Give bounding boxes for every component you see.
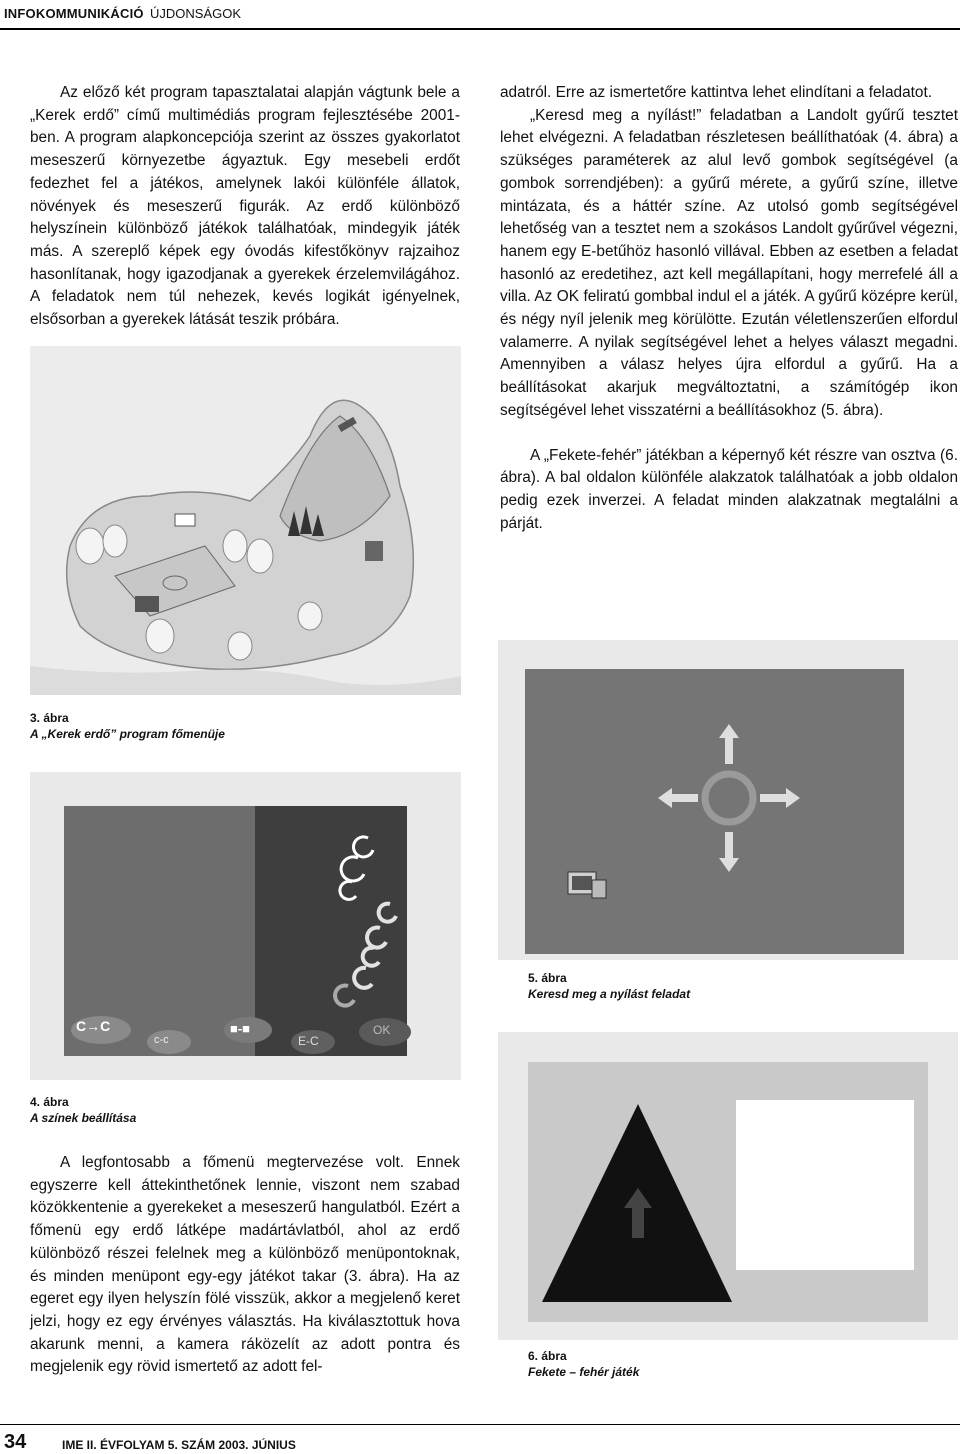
forest-map-illustration (30, 346, 461, 695)
figure-4-caption (30, 1094, 470, 1126)
figure-number: 6. ábra (528, 1349, 567, 1363)
figure-3-forest-menu (30, 346, 461, 695)
figure-6-black-white (498, 1032, 958, 1340)
figure-number: 5. ábra (528, 971, 567, 985)
right-column-top-text (500, 82, 958, 535)
page-number: 34 (4, 1431, 27, 1453)
page-header (0, 0, 960, 30)
figure-5-find-gap (498, 640, 958, 960)
journal-info: IME II. ÉVFOLYAM 5. SZÁM 2003. JÚNIUS (62, 1438, 296, 1452)
ring-size-button[interactable]: C→C (76, 1018, 111, 1034)
figure-title: A színek beállítása (30, 1111, 137, 1125)
figure-title: Keresd meg a nyílást feladat (528, 987, 691, 1001)
figure-title: Fekete – fehér játék (528, 1365, 640, 1379)
figure-title: A „Kerek erdő” program főmenüje (30, 727, 225, 741)
figure-4-color-settings (30, 772, 461, 1080)
header-section-title: INFOKOMMUNIKÁCIÓ (4, 6, 144, 21)
header-subsection-title: ÚJDONSÁGOK (150, 6, 242, 21)
figure-3-caption (30, 710, 470, 742)
figure-5-caption (528, 970, 948, 1002)
paragraph: A „Fekete-fehér” játékban a képernyő két részre van osztva (6. ábra). A bal oldalon különféle alakzatok találhatóak a jobb oldalon pedig ezek inverzei. A feladat minden alakzatnak megtalálni a párját. (500, 446, 958, 532)
pattern-button[interactable]: ■-■ (230, 1021, 251, 1036)
black-white-screen (498, 1032, 958, 1340)
paragraph: Az előző két program tapasztalatai alapján vágtunk bele a „Kerek erdő” című multimédiás program fejlesztésébe 2001-ben. A program alapkoncepciója szerint az összes gyakorlatot meseszerű környezetbe ágyaztuk. Egy mesebeli erdőt fedezhet fel a játékos, amelynek lakói különféle állatok, növények és meseszerű figurák. Az erdő különböző helyszínein különböző játékok találhatóak, mindegyik játék más. A szereplő képek egy óvodás kifestőkönyv rajzaihoz hasonlítanak, hogy igazodjanak a gyerekek érzelemvilágához. A feladatok nem túl nehezek, kevés logikát igényelnek, elsősorban a gyerekek látását teszik próbára. (30, 84, 460, 329)
paragraph: „Keresd meg a nyílást!” feladatban a Landolt gyűrű tesztet lehet elvégezni. A feladatban részletesen beállíthatóak (4. ábra) a szükséges paraméterek az alul levő gombok segítségével (a gombok sorrendjében): a gyűrű mérete, a gyűrű színe, illetve mintázata, és a háttér színe. Az utolsó gomb segítségével lehetőség van a tesztet nem a szokásos Landolt gyűrűvel végezni, hanem egy E-betűhöz hasonló villával. Ebben az esetben a feladat hasonló az eredetihez, azt kell megállapítani, hogy merrefelé áll a villa. Az OK feliratú gombbal indul el a játék. A gyűrű középre kerül, és négy nyíl jelenik meg körülötte. Ezután véletlenszerűen elfordul valamerre. A nyilak segítségével lehet a helyes választ megadni. Amennyiben a válasz helyes újra elfordul a gyűrű. Ha a beállításokat akarjuk megváltoztatni, a számítógép ikon segítségével lehet visszatérni a beállításokhoz (5. ábra). (500, 106, 958, 419)
left-column-top-text (30, 82, 460, 332)
footer-rule (0, 1424, 960, 1425)
landolt-ring-screen (498, 640, 958, 960)
ok-button[interactable]: OK (373, 1023, 391, 1037)
paragraph: A legfontosabb a főmenü megtervezése volt. Ennek egyszerre kell áttekinthetőnek lennie, viszont nem szabad közökkentenie a gyerekeket a meseszerű hangulatból. Ezért a főmenü egy erdő látképe madártávlatból, ahol az erdő különböző részei felelnek meg a különböző menüpontoknak, és minden menüpont egy-egy játékot takar (3. ábra). Ha az egeret egy ilyen helyszín fölé visszük, akkor a megjelenő keret jelzi, hogy ez egy érvényes választás. Ha kiválasztottuk hova akarunk menni, a kamera ráközelít az adott pontra és megjelenik egy rövid ismertető az adott fel- (30, 1154, 460, 1376)
figure-number: 4. ábra (30, 1095, 69, 1109)
paragraph: adatról. Erre az ismertetőre kattintva lehet elindítani a feladatot. (500, 84, 933, 101)
e-fork-button[interactable]: E-C (298, 1034, 319, 1048)
figure-6-caption (528, 1348, 948, 1380)
left-column-bottom-text (30, 1152, 460, 1379)
figure-number: 3. ábra (30, 711, 69, 725)
ring-color-button[interactable]: c-c (154, 1034, 169, 1046)
